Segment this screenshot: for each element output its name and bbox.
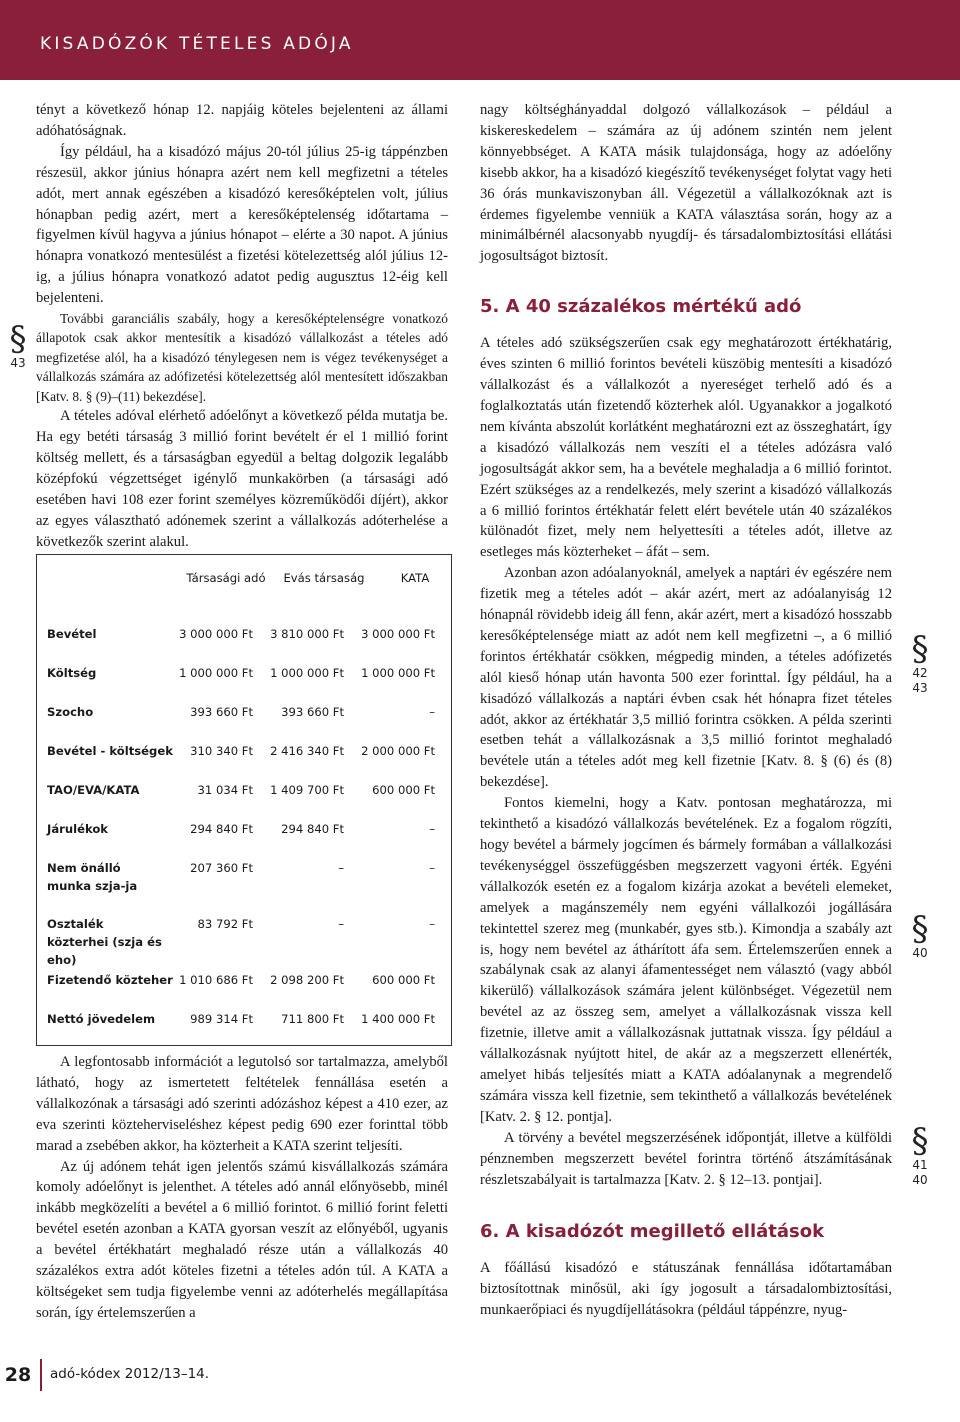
paragraph: Az új adónem tehát igen jelentős számú kisvállalkozás számára komoly adóelőnyt is jelenthet. A tételes adó annál előnyösebb, minél inkább megközelíti a bevétel a 6 millió forintot. 6 millió forint feletti bevétel esetén azonban a KATA gyorsan veszít az előnyéből, ugyanis a bevétel értékhatárt meghaladó része után a vállalkozás 40 százalékos extra adót köteles fizetni a tételes adón túl. A KATA a költségeket sem tudja figyelembe venni az adóterhelés megállapítása során, így értelemszerűen a	[36, 1158, 448, 1321]
row-label: Nettó jövedelem	[47, 1012, 156, 1026]
row-label: Költség	[47, 666, 97, 680]
section-heading: 6. A kisadózót megillető ellátások	[480, 1221, 825, 1243]
section-heading: 5. A 40 százalékos mértékű adó	[480, 296, 802, 318]
row-label: Bevétel	[47, 627, 97, 641]
section-ref-right-42-43	[902, 629, 938, 696]
section-ref-number: 42	[912, 666, 928, 680]
column-header: KATA	[400, 571, 430, 585]
cell-value: 600 000 Ft	[372, 783, 435, 797]
section-ref-number: 40	[912, 946, 928, 960]
footer-publication: adó-kódex 2012/13–14.	[50, 1366, 210, 1382]
cell-value: 393 660 Ft	[281, 705, 344, 719]
column-header: Evás társaság	[283, 571, 365, 585]
right-column	[480, 100, 892, 1321]
section-sign-icon: §	[911, 1121, 929, 1161]
cell-value: 1 409 700 Ft	[270, 783, 344, 797]
left-column	[36, 100, 448, 552]
column-header: Társasági adó	[186, 571, 266, 585]
header-bar	[0, 0, 960, 80]
table-row	[37, 859, 451, 899]
paragraph: A legfontosabb információt a legutolsó sor tartalmazza, amelyből látható, hogy az ismertetett feltételek fennállása esetén a vállalkozónak a társasági adó szerinti adózáshoz képest a 410 ezer, az eva szerinti közteherviseléshez képest pedig 690 ezer forinttal több marad a zsebében akkor, ha közterheit a KATA szerint teljesíti.	[36, 1054, 448, 1154]
cell-value: 2 000 000 Ft	[361, 744, 435, 758]
row-label: TAO/EVA/KATA	[47, 783, 140, 797]
cell-value: 2 416 340 Ft	[270, 744, 344, 758]
cell-value: –	[338, 861, 344, 875]
section-sign-icon: §	[911, 629, 929, 669]
section-ref-number: 43	[10, 356, 26, 370]
cell-value: 1 000 000 Ft	[179, 666, 253, 680]
row-label: Fizetendő közteher	[47, 973, 173, 987]
paragraph: tényt a következő hónap 12. napjáig köteles bejelenteni az állami adóhatóságnak.	[36, 102, 448, 139]
cell-value: 310 340 Ft	[190, 744, 253, 758]
cell-value: 31 034 Ft	[197, 783, 253, 797]
paragraph: A tételes adó szükségszerűen csak egy meghatározott értékhatárig, éves szinten 6 millió forintos bevételi küszöbig mentesíti a kisadózó vállalkozást és a vállalkozót a nyereséget terhelő adó és a foglalkoztatás után fizetendő közterhek alól. Ugyanakkor a jogalkotó nem kívánta abszolút korlátként meghatározni ezt az összeghatárt, így a kisadózó vállalkozás nem veszíti el a tételes adózásra való jogosultságát akkor sem, ha a bevétele meghaladja a 6 millió forintot. Ezért szükséges az a rendelkezés, mely szerint a kisadózó vállalkozás a 6 millió forintos értékhatár felett elért bevétele után 40 százalékos különadót fizet, mely nem helyettesíti a tételes adót, illetve az esetleges más közterheket – áfát – sem.	[480, 335, 892, 561]
paragraph: Így például, ha a kisadózó május 20-tól július 25-ig táppénzben részesül, akkor június hónapra azért nem kell megfizetni a tételes adót, mert annak egészében a kisadózó keresőképtelen volt, július hónapban pedig azért, mert a keresőképtelenség időtartama – figyelmen kívül hagyva a június hónapot – elérte a 30 napot. A június hónapra vonatkozó mentesülést a fizetési kötelezettség alól július 12-ig, a július hónapra vonatkozó adatot pedig augusztus 12-éig kell bejelenteni.	[36, 143, 448, 307]
cell-value: –	[429, 705, 435, 719]
page-number: 28	[4, 1364, 32, 1386]
table-row	[37, 1010, 451, 1046]
section-sign-icon: §	[911, 909, 929, 949]
table-row	[37, 625, 451, 661]
section-ref-right-40	[902, 909, 938, 961]
cell-value: 3 810 000 Ft	[270, 627, 344, 641]
cell-value: –	[429, 861, 435, 875]
cell-value: 1 400 000 Ft	[361, 1012, 435, 1026]
section-ref-number: 41	[912, 1158, 928, 1172]
paragraph: A törvény a bevétel megszerzésének időpontját, illetve a külföldi pénznemben megszerzett bevétel forintra történő átszámításának részletszabályait is tartalmazza [Katv. 2. § 12–13. pontjai].	[480, 1129, 892, 1188]
cell-value: 2 098 200 Ft	[270, 973, 344, 987]
row-label: Bevétel - költségek	[47, 744, 173, 758]
table-row	[37, 915, 451, 967]
section-ref-number: 43	[912, 681, 928, 695]
left-column-lower	[36, 1052, 448, 1324]
table-row	[37, 742, 451, 778]
cell-value: 207 360 Ft	[190, 861, 253, 875]
cell-value: 711 800 Ft	[281, 1012, 344, 1026]
cell-value: 1 000 000 Ft	[361, 666, 435, 680]
table-row	[37, 971, 451, 1007]
cell-value: 3 000 000 Ft	[179, 627, 253, 641]
section-ref-right-41-40	[902, 1121, 938, 1188]
cell-value: 294 840 Ft	[281, 822, 344, 836]
cell-value: 393 660 Ft	[190, 705, 253, 719]
cell-value: 600 000 Ft	[372, 973, 435, 987]
paragraph: A főállású kisadózó e státuszának fennállása időtartamában biztosítottnak minősül, aki így jogosult a társadalombiztosítási, munkaerőpiaci és nyugdíjellátásokra (például táppénzre, nyug-	[480, 1260, 892, 1319]
table-row	[37, 781, 451, 817]
section-sign-icon: §	[9, 319, 27, 359]
row-label: Nem önálló munka szja-ja	[47, 861, 138, 893]
running-title: KISADÓZÓK TÉTELES ADÓJA	[40, 34, 354, 54]
cell-value: –	[338, 917, 344, 931]
row-label: Szocho	[47, 705, 94, 719]
footer-divider	[40, 1359, 42, 1391]
paragraph: Azonban azon adóalanyoknál, amelyek a naptári év egészére nem fizetik meg a tételes adót – akár azért, mert az adóalanyiság 12 hónapnál rövidebb ideig áll fenn, akár azért, mert a kisadózó hosszabb keresőképtelensége miatt az adót nem kell megfizetni –, a 6 millió forintos értékhatár csökken, mégpedig minden, a tételes adófizetés alól kieső hónap után havonta 500 ezer forinttal. Így például, ha a kisadózó vállalkozás a naptári évben csak hét hónapra fizet tételes adót, akkor az értékhatár 3,5 millió forintra csökken. A példa szerinti esetben tehát a vállalkozásnak a 3,5 millió forintot meghaladó bevétele után a tételes adót meg kell fizetnie [Katv. 8. § (6) és (8) bekezdése].	[480, 565, 892, 791]
cell-value: 989 314 Ft	[190, 1012, 253, 1026]
row-label: Járulékok	[47, 822, 109, 836]
paragraph: További garanciális szabály, hogy a keresőképtelenségre vonatkozó állapotok csak akkor mentesítik a kisadózó vállalkozást a tételes adó megfizetése alól, ha a kisadózó ténylegesen nem is végez tevékenységet a vállalkozás számára az adófizetési kötelezettség alól mentesített időszakban [Katv. 8. § (9)–(11) bekezdése].	[36, 311, 448, 404]
table-row	[37, 664, 451, 700]
cell-value: –	[429, 917, 435, 931]
paragraph: nagy költséghányaddal dolgozó vállalkozások – például a kiskereskedelem – számára az új adónem szintén nem jelent könnyebbséget. A KATA másik tulajdonsága, hogy az adóelőny kisebb akkor, ha a kisadózó kiegészítő tevékenységet folytat vagy heti 36 órás munkaviszonyban áll. Végezetül a vállalkozóknak azt is érdemes figyelembe venniük a KATA választása során, hogy az a minimálbérnél alacsonyabb nyugdíj- és társadalombiztosítási ellátási jogosultságot biztosít.	[480, 102, 892, 265]
comparison-table	[36, 554, 452, 1046]
cell-value: –	[429, 822, 435, 836]
cell-value: 1 000 000 Ft	[270, 666, 344, 680]
paragraph: A tételes adóval elérhető adóelőnyt a következő példa mutatja be. Ha egy betéti társaság 3 millió forint bevételt ér el 1 millió forint költség mellett, és a társaságban egyedül a beltag dolgozik legalább középfokú végzettséget igénylő munkakörben (a társasági adó esetében havi 108 ezer forint személyes közreműködői díjért), akkor az egyes választható adónemek szerint a vállalkozás adóterhelése a következők szerint alakul.	[36, 408, 448, 550]
section-ref-left-43	[0, 319, 36, 371]
paragraph: Fontos kiemelni, hogy a Katv. pontosan meghatározza, mi tekinthető a kisadózó vállalkozás bevételének. Ez a fogalom rögzíti, hogy bevétel a bármely jogcímen és bármely formában a vállalkozási tevékenységgel összefüggésben megszerzett vagyoni érték. Egyéni vállalkozók esetén ez a fogalom kizárja azokat a bevételi elemeket, amelyek a magánszemély nem egyéni vállalkozói jogállására tekintettel szerez meg (munkabér, gyes stb.). Kimondja a szabály azt is, hogy nem bevétel az áthárított áfa sem. Értelemszerűen ennek a szabálynak csak az alanyi áfamentességet nem választó (vagy abból kikerülő) vállalkozások számára jelent különbséget. Végezetül nem bevétel az az összeg sem, amelyet a vállalkozásnak vissza kell fizetnie, illetve amit a vállalkozásnak juttatnak vissza. Így például a vállalkozásnak nyújtott hitel, de akár az a megszerzett ellenérték, amelyet hibás teljesítés miatt a KATA adóalanynak a megrendelő számára vissza kell fizetnie, sem tekinthető a vállalkozás bevételének [Katv. 2. § 12. pontja].	[480, 795, 892, 1125]
cell-value: 3 000 000 Ft	[361, 627, 435, 641]
cell-value: 1 010 686 Ft	[179, 973, 253, 987]
table-row	[37, 820, 451, 856]
cell-value: 83 792 Ft	[197, 917, 253, 931]
section-ref-number: 40	[912, 1173, 928, 1187]
cell-value: 294 840 Ft	[190, 822, 253, 836]
table-row	[37, 703, 451, 739]
row-label: Osztalék közterhei (szja és eho)	[47, 917, 162, 967]
